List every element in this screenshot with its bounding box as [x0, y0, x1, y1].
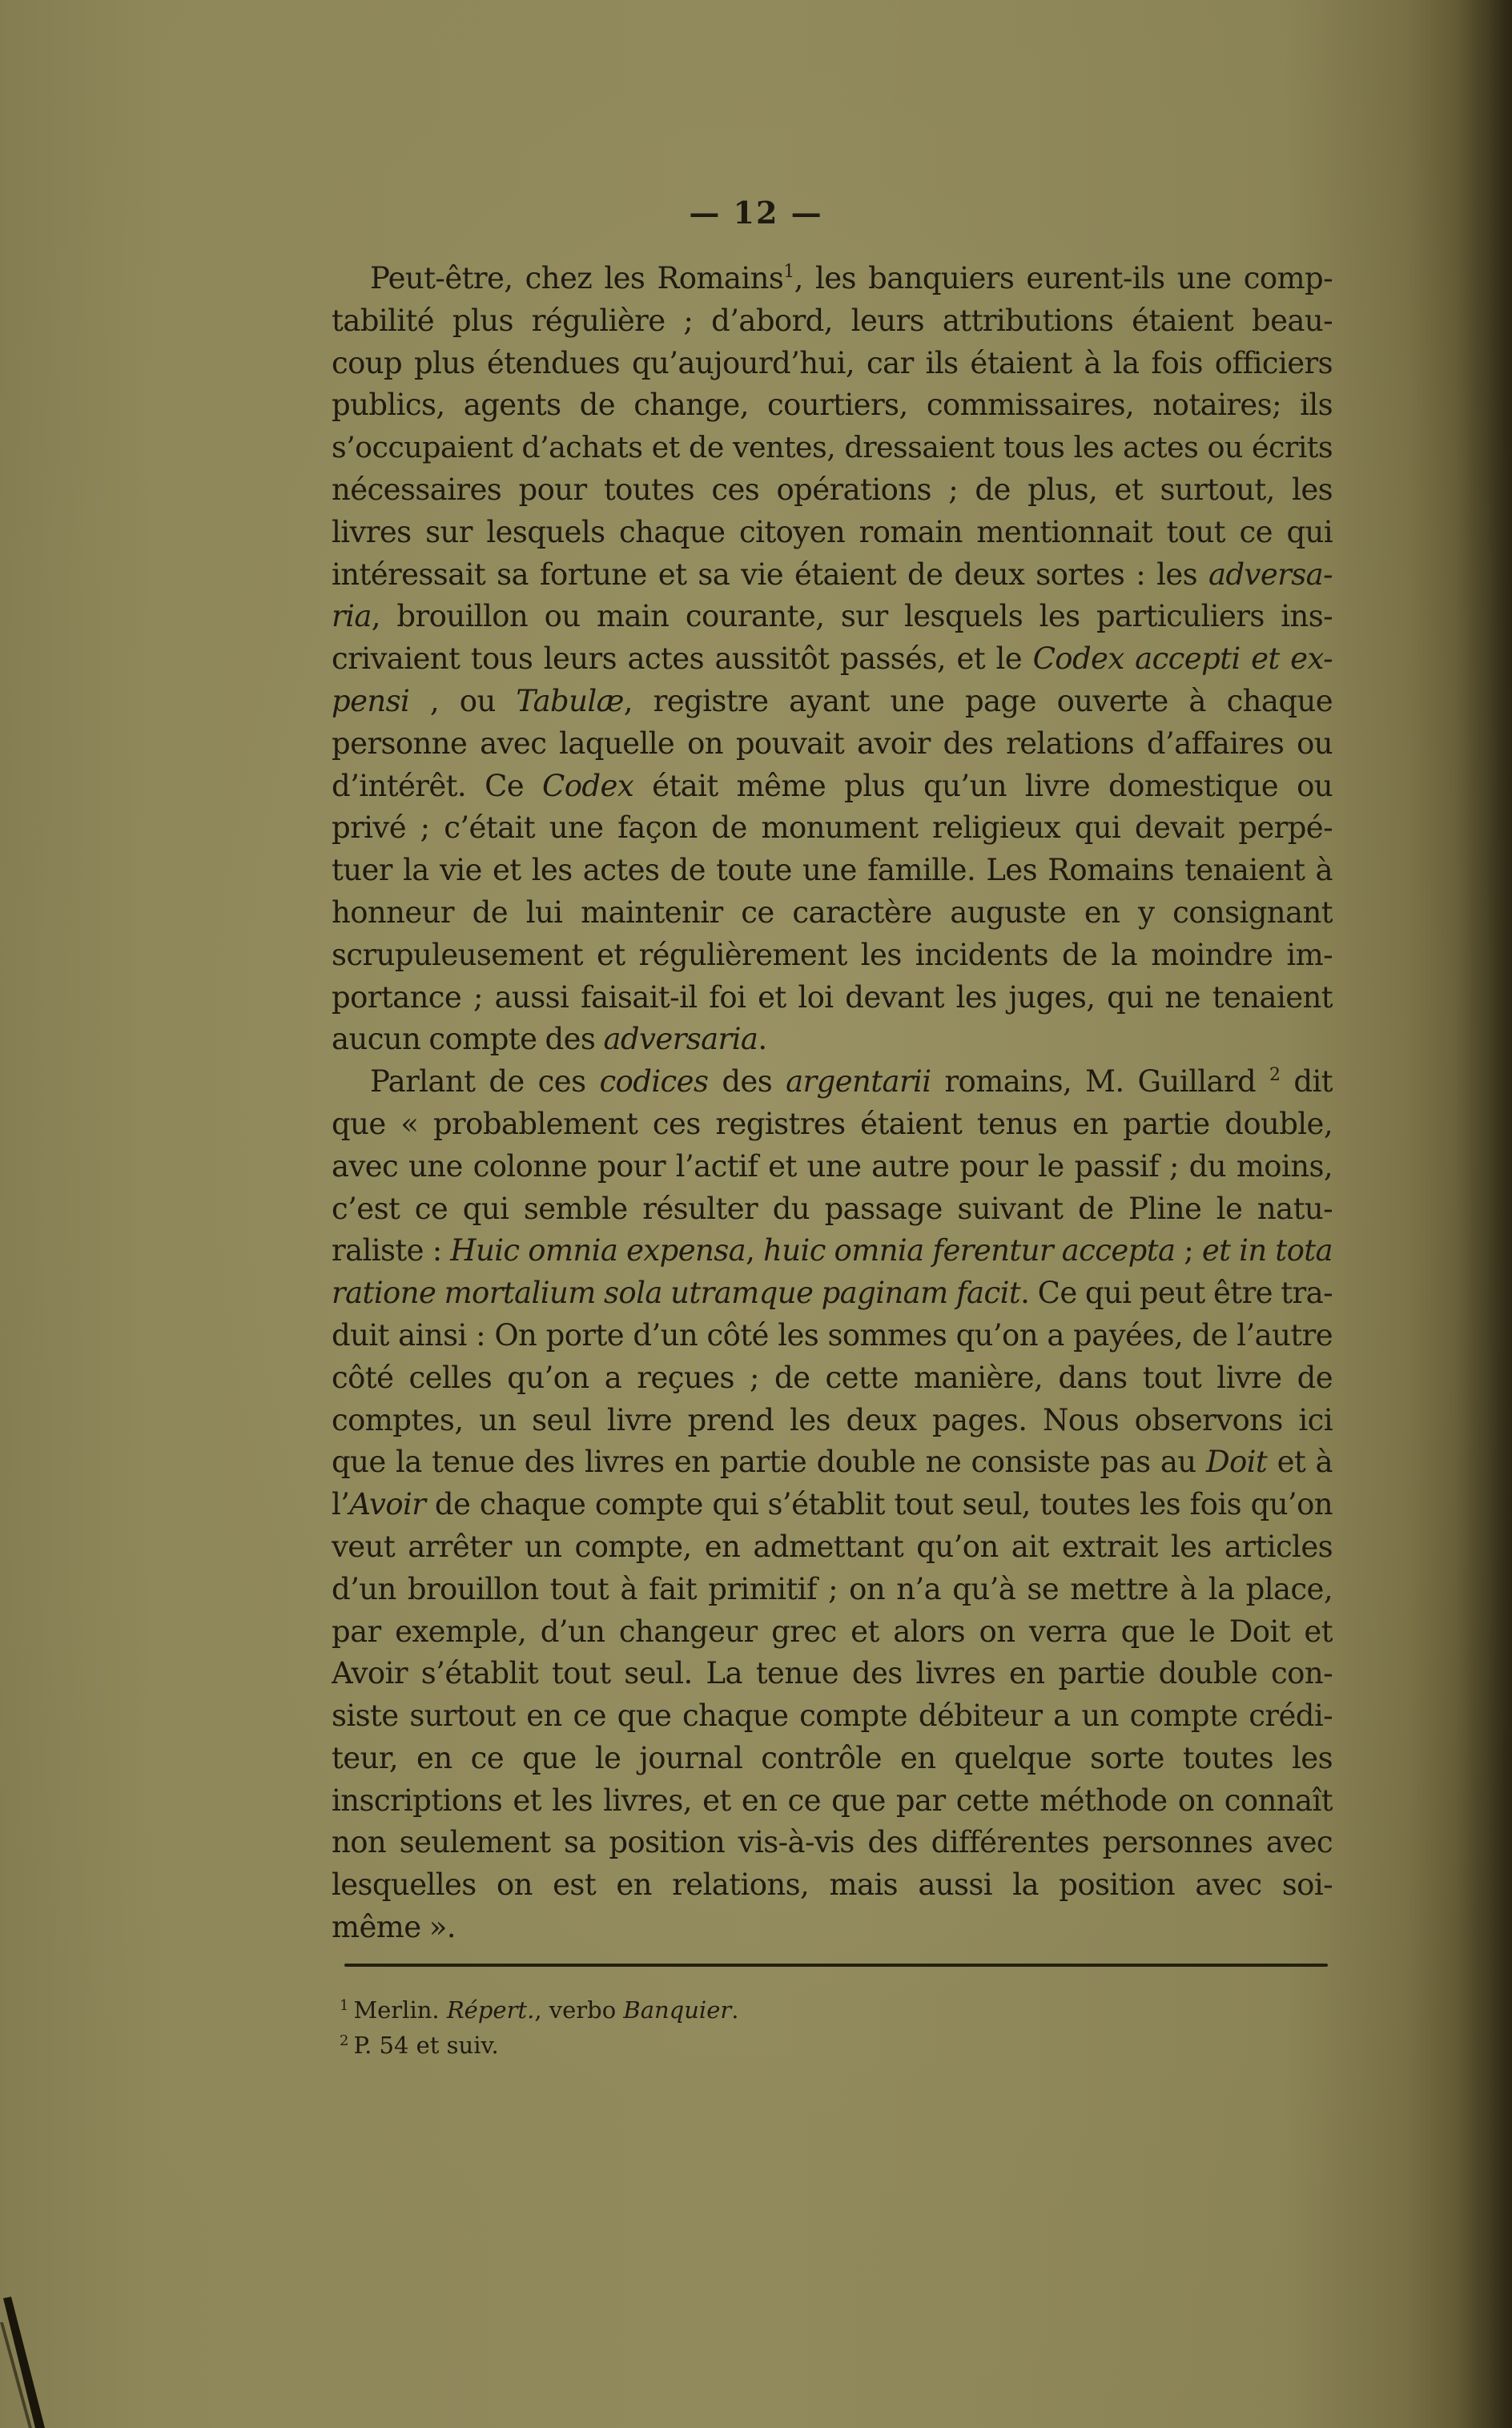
text-run: , brouillon ou main courante, sur lesquels les particuliers ins-	[371, 599, 1333, 634]
text-line	[332, 977, 1333, 1019]
text-run: et à	[1267, 1445, 1333, 1480]
text-line	[332, 850, 1333, 892]
text-run: P. 54 et suiv.	[353, 2032, 499, 2059]
text-line	[332, 638, 1333, 681]
text-run: Avoir s’établit tout seul. La tenue des livres en partie double con-	[332, 1656, 1333, 1691]
text-run: coup plus étendues qu’aujourd’hui, car ils étaient à la fois officiers	[332, 345, 1333, 380]
footnote-2	[340, 2028, 738, 2063]
text-run: crivaient tous leurs actes aussitôt passés, et le	[332, 641, 1033, 677]
text-run: tabilité plus régulière ; d’abord, leurs attributions étaient beau-	[332, 303, 1333, 338]
body-text	[332, 258, 1333, 1949]
footnote-separator-rule	[344, 1964, 1328, 1967]
corner-pen-mark	[0, 2266, 56, 2428]
italic-text: Avoir	[349, 1487, 426, 1522]
text-run: c’est ce qui semble résulter du passage suivant de Pline le natu-	[332, 1191, 1333, 1226]
italic-text: huic omnia ferentur accepta	[763, 1233, 1176, 1268]
text-line	[332, 469, 1333, 512]
text-run: Merlin.	[353, 1996, 447, 2024]
text-run: d’intérêt. Ce	[332, 768, 543, 803]
text-run: scrupuleusement et régulièrement les incidents de la moindre im-	[332, 937, 1333, 972]
text-run: ;	[1175, 1233, 1202, 1268]
italic-text: codices	[599, 1064, 709, 1099]
italic-text: Répert.	[446, 1996, 535, 2024]
italic-text: argentarii	[786, 1064, 931, 1099]
text-line	[332, 1400, 1333, 1442]
italic-text: Codex accepti et ex-	[1032, 641, 1333, 677]
footnote-reference: 1	[783, 262, 794, 282]
text-line	[332, 1907, 1333, 1949]
page-edge-shadow	[1456, 0, 1512, 2428]
text-line	[332, 1738, 1333, 1780]
text-run: Peut-être, chez les Romains	[370, 261, 784, 295]
text-run: honneur de lui maintenir ce caractère auguste en y consignant	[332, 894, 1333, 930]
text-run: , ou	[409, 683, 517, 718]
text-run: côté celles qu’on a reçues ; de cette manière, dans tout livre de	[332, 1360, 1333, 1395]
text-run: tuer la vie et les actes de toute une famille. Les Romains tenaient à	[332, 853, 1333, 888]
text-line	[332, 1146, 1333, 1188]
text-line	[332, 681, 1333, 723]
text-run: lesquelles on est en relations, mais aussi la position avec soi-	[332, 1867, 1333, 1903]
text-line	[332, 554, 1333, 597]
footnote-1	[340, 1992, 738, 2028]
text-line	[332, 1357, 1333, 1400]
text-line	[332, 1315, 1333, 1357]
text-line	[332, 384, 1333, 427]
text-line	[332, 1780, 1333, 1823]
text-line	[332, 427, 1333, 469]
text-run: , les banquiers eurent-ils une comp-	[794, 261, 1333, 295]
italic-text: et in tota	[1201, 1233, 1333, 1268]
italic-text: adversa-	[1208, 557, 1333, 592]
page-number: — 12 —	[689, 195, 823, 231]
text-run: .	[731, 1996, 739, 2024]
text-run: raliste :	[332, 1233, 451, 1268]
text-run: avec une colonne pour l’actif et une autre pour le passif ; du moins,	[332, 1148, 1333, 1184]
italic-text: pensi	[332, 683, 410, 718]
italic-text: Tabulæ	[516, 683, 624, 718]
text-run: , verbo	[534, 1996, 624, 2024]
text-line	[332, 1441, 1333, 1484]
italic-text: ratione mortalium sola utramque paginam facit	[332, 1276, 1021, 1311]
text-line	[332, 1822, 1333, 1864]
text-run: était même plus qu’un livre domestique ou	[633, 768, 1333, 803]
text-run: personne avec laquelle on pouvait avoir des relations d’affaires ou	[332, 726, 1333, 761]
text-line	[332, 766, 1333, 808]
text-line	[332, 300, 1333, 343]
italic-text: Codex	[542, 768, 634, 803]
italic-text: Banquier	[623, 1996, 732, 2024]
text-line	[332, 1188, 1333, 1231]
text-run: , registre ayant une page ouverte à chaque	[623, 683, 1333, 718]
footnote-reference: 2	[1269, 1065, 1281, 1086]
text-run: romains, M. Guillard	[931, 1064, 1270, 1099]
text-line	[332, 258, 1333, 300]
text-run: aucun compte des	[332, 1022, 604, 1057]
footnotes	[340, 1992, 738, 2063]
text-run: l’	[332, 1487, 350, 1522]
text-run: des	[708, 1064, 786, 1099]
text-line	[332, 935, 1333, 977]
text-line	[332, 596, 1333, 638]
text-run: que « probablement ces registres étaient tenus en partie double,	[332, 1106, 1333, 1141]
text-line	[332, 1061, 1333, 1103]
text-run: veut arrêter un compte, en admettant qu’on ait extrait les articles	[332, 1529, 1333, 1564]
text-line	[332, 1526, 1333, 1569]
text-run: siste surtout en ce que chaque compte débiteur a un compte crédi-	[332, 1698, 1333, 1734]
text-run: privé ; c’était une façon de monument religieux qui devait perpé-	[332, 810, 1333, 846]
text-run: Parlant de ces	[370, 1064, 600, 1099]
italic-text: ria	[332, 599, 372, 634]
text-run: publics, agents de change, courtiers, commissaires, notaires; ils	[332, 388, 1333, 423]
italic-text: Huic omnia expensa	[450, 1233, 746, 1268]
text-run: teur, en ce que le journal contrôle en quelque sorte toutes les	[332, 1740, 1333, 1775]
text-run: intéressait sa fortune et sa vie étaient de deux sortes : les	[332, 557, 1209, 592]
text-run: duit ainsi : On porte d’un côté les sommes qu’on a payées, de l’autre	[332, 1317, 1333, 1353]
text-line	[332, 892, 1333, 935]
text-run: .	[758, 1022, 767, 1057]
text-line	[332, 1484, 1333, 1526]
footnote-mark: 2	[340, 2032, 349, 2049]
text-run: par exemple, d’un changeur grec et alors on verra que le Doit et	[332, 1614, 1333, 1649]
text-run: que la tenue des livres en partie double ne consiste pas au	[332, 1445, 1206, 1480]
text-line	[332, 343, 1333, 385]
italic-text: adversaria	[603, 1022, 758, 1057]
text-line	[332, 1569, 1333, 1611]
text-line	[332, 1653, 1333, 1695]
text-run: s’occupaient d’achats et de ventes, dressaient tous les actes ou écrits	[332, 430, 1333, 465]
text-line	[332, 723, 1333, 766]
text-run: dit	[1280, 1064, 1333, 1099]
text-line	[332, 1230, 1333, 1272]
text-run: ,	[746, 1233, 763, 1268]
text-line	[332, 1103, 1333, 1146]
text-run: d’un brouillon tout à fait primitif ; on n’a qu’à se mettre à la place,	[332, 1571, 1333, 1606]
text-run: inscriptions et les livres, et en ce que par cette méthode on connaît	[332, 1783, 1333, 1818]
text-run: comptes, un seul livre prend les deux pages. Nous observons ici	[332, 1402, 1333, 1437]
text-run: portance ; aussi faisait-il foi et loi devant les juges, qui ne tenaient	[332, 979, 1333, 1015]
text-run: même ».	[332, 1910, 456, 1945]
text-run: . Ce qui peut être tra-	[1020, 1276, 1333, 1311]
text-line	[332, 1864, 1333, 1907]
text-line	[332, 807, 1333, 850]
text-run: de chaque compte qui s’établit tout seul, toutes les fois qu’on	[425, 1487, 1333, 1522]
text-run: livres sur lesquels chaque citoyen romain mentionnait tout ce qui	[332, 514, 1333, 549]
footnote-mark: 1	[340, 1997, 349, 2014]
text-run: non seulement sa position vis-à-vis des différentes personnes avec	[332, 1825, 1333, 1860]
text-line	[332, 1611, 1333, 1654]
text-line	[332, 1272, 1333, 1315]
text-line	[332, 1019, 1333, 1061]
text-line	[332, 512, 1333, 554]
text-line	[332, 1695, 1333, 1738]
italic-text: Doit	[1205, 1445, 1268, 1480]
text-run: nécessaires pour toutes ces opérations ; de plus, et surtout, les	[332, 472, 1333, 507]
